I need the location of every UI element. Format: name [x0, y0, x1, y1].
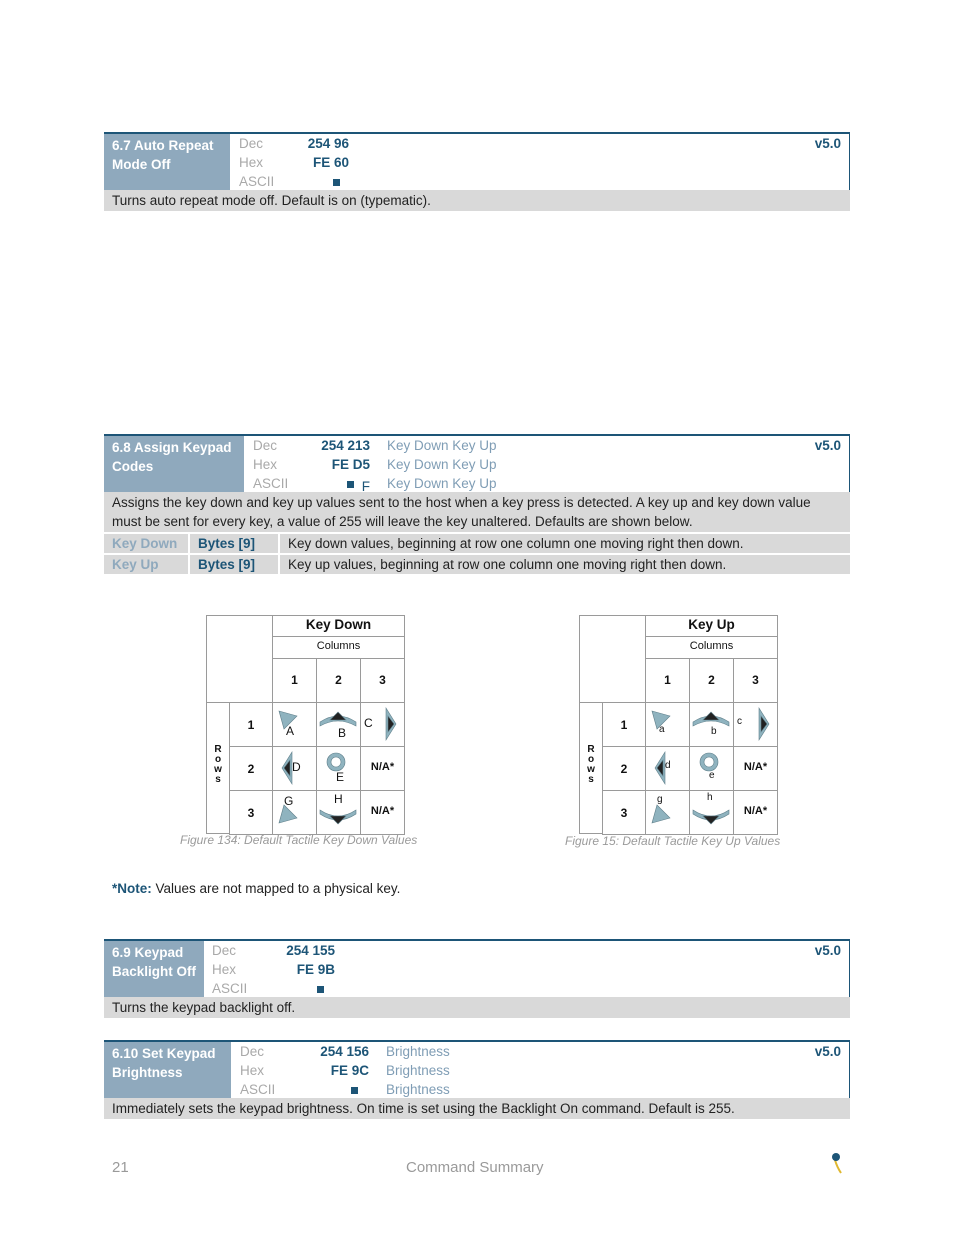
param-list: Key Down Key Up	[387, 457, 497, 472]
key-code: g	[657, 794, 663, 805]
hex-value: FE 60	[312, 155, 349, 170]
key-code: H	[334, 792, 343, 806]
arrow-left-icon	[651, 750, 693, 788]
param-desc: Key up values, beginning at row one column one moving right then down.	[288, 557, 727, 572]
hex-label: Hex	[253, 457, 278, 472]
param-name: Key Up	[104, 555, 190, 574]
row-number: 2	[247, 762, 255, 776]
ascii-label: ASCII	[253, 476, 289, 491]
hex-label: Hex	[212, 962, 237, 977]
title-line-1: 6.10 Set Keypad	[112, 1046, 216, 1061]
page-number: 21	[112, 1159, 129, 1176]
rows-label-letter: w	[587, 764, 595, 775]
column-number: 2	[335, 673, 342, 687]
param-list: Brightness	[386, 1044, 450, 1059]
dec-label: Dec	[239, 136, 264, 151]
hex-label: Hex	[240, 1063, 265, 1078]
command-6-10	[104, 1040, 850, 1119]
hex-label: Hex	[239, 155, 264, 170]
footer-section: Command Summary	[406, 1159, 544, 1176]
key-code: E	[336, 770, 345, 784]
key-code: D	[292, 760, 301, 774]
ascii-extra-char: F	[361, 479, 370, 494]
note-label: *Note:	[112, 881, 152, 896]
row-number: 3	[620, 806, 628, 820]
key-code: N/A*	[743, 805, 768, 817]
title-line-1: 6.9 Keypad	[112, 945, 184, 960]
ascii-value	[264, 979, 324, 998]
command-description: Assigns the key down and key up values sent to the host when a key press is detected. A key up and key down value must be sent for every key, a value of 255 will leave the key unaltered. Defaults are shown below.	[104, 492, 850, 532]
corner-up-left-icon	[276, 708, 318, 746]
version: v5.0	[814, 1044, 841, 1059]
row-number: 3	[247, 806, 255, 820]
column-number: 2	[708, 673, 715, 687]
dec-value: 254 156	[320, 1044, 369, 1059]
columns-label: Columns	[689, 640, 734, 652]
hex-value: FE D5	[331, 457, 370, 472]
command-6-9	[104, 939, 850, 1018]
column-number: 3	[752, 673, 759, 687]
arrow-right-icon	[755, 706, 797, 744]
param-list: Brightness	[386, 1082, 450, 1097]
key-code: A	[286, 724, 295, 738]
title-line-2: Mode Off	[112, 157, 171, 172]
figure-title: Key Up	[688, 617, 735, 632]
ascii-label: ASCII	[239, 174, 275, 189]
square-glyph-icon	[333, 179, 340, 186]
param-row	[104, 555, 850, 574]
square-glyph-icon	[347, 481, 354, 488]
column-number: 1	[664, 673, 671, 687]
command-title	[104, 134, 230, 190]
rows-label-letter: o	[587, 754, 595, 765]
square-glyph-icon	[317, 986, 324, 993]
row-number: 2	[620, 762, 628, 776]
ascii-value	[300, 474, 370, 493]
dec-label: Dec	[240, 1044, 265, 1059]
ascii-value	[298, 1080, 358, 1099]
key-code: N/A*	[370, 805, 395, 817]
figure-key-down	[206, 615, 406, 835]
ascii-label: ASCII	[240, 1082, 276, 1097]
columns-label: Columns	[316, 640, 361, 652]
logo-icon	[826, 1150, 846, 1176]
hex-value: FE 9B	[296, 962, 335, 977]
rows-label-letter: w	[214, 764, 222, 775]
param-desc: Key down values, beginning at row one column one moving right then down.	[288, 536, 744, 551]
figure-caption: Figure 15: Default Tactile Key Up Values	[565, 834, 781, 848]
figure-caption: Figure 134: Default Tactile Key Down Values	[180, 833, 418, 847]
param-list: Key Down Key Up	[387, 476, 497, 491]
hex-value: FE 9C	[330, 1063, 369, 1078]
key-code: d	[665, 760, 671, 771]
figure-title: Key Down	[305, 617, 372, 632]
rows-label-letter: s	[215, 774, 221, 785]
rows-label-letter: R	[587, 744, 595, 755]
rows-label-letter: o	[214, 754, 222, 765]
command-6-8	[104, 434, 850, 574]
command-description: Turns the keypad backlight off.	[104, 997, 850, 1018]
version: v5.0	[814, 943, 841, 958]
row-number: 1	[247, 718, 255, 732]
figure-key-up	[579, 615, 779, 835]
arrow-right-icon	[382, 706, 424, 744]
command-title	[104, 941, 204, 997]
column-number: 3	[379, 673, 386, 687]
dec-value: 254 155	[286, 943, 335, 958]
title-line-2: Codes	[112, 459, 154, 474]
key-code: c	[737, 716, 742, 727]
command-description: Immediately sets the keypad brightness. On time is set using the Backlight On command. Default is 255.	[104, 1098, 850, 1119]
ascii-label: ASCII	[212, 981, 248, 996]
key-code: N/A*	[370, 761, 395, 773]
key-code: B	[338, 726, 347, 740]
row-number: 1	[620, 718, 628, 732]
title-line-1: 6.7 Auto Repeat	[112, 138, 214, 153]
column-number: 1	[291, 673, 298, 687]
dec-label: Dec	[253, 438, 278, 453]
param-name: Key Down	[104, 534, 190, 553]
note-text: Values are not mapped to a physical key.	[151, 881, 401, 896]
param-list: Brightness	[386, 1063, 450, 1078]
title-line-2: Backlight Off	[112, 964, 197, 979]
key-code: e	[709, 770, 715, 781]
version: v5.0	[814, 438, 841, 453]
key-code: N/A*	[743, 761, 768, 773]
version: v5.0	[814, 136, 841, 151]
note	[112, 881, 400, 896]
param-list: Key Down Key Up	[387, 438, 497, 453]
command-description: Turns auto repeat mode off. Default is on (typematic).	[104, 190, 850, 211]
rows-label-letter: R	[214, 744, 222, 755]
key-code: G	[284, 794, 294, 808]
figure-corner-cell	[206, 615, 273, 703]
title-line-1: 6.8 Assign Keypad	[112, 440, 232, 455]
ascii-value	[284, 172, 340, 191]
figure-corner-cell	[579, 615, 646, 703]
rows-label-letter: s	[588, 774, 594, 785]
key-code: b	[711, 726, 717, 737]
dec-value: 254 213	[321, 438, 370, 453]
param-row	[104, 534, 850, 553]
param-type: Bytes [9]	[190, 534, 280, 553]
dec-value: 254 96	[307, 136, 349, 151]
square-glyph-icon	[351, 1087, 358, 1094]
key-code: a	[659, 724, 665, 735]
command-title	[104, 436, 244, 492]
param-type: Bytes [9]	[190, 555, 280, 574]
command-title	[104, 1042, 231, 1098]
dec-label: Dec	[212, 943, 237, 958]
command-6-7	[104, 132, 850, 211]
corner-up-left-icon	[649, 708, 691, 746]
key-code: h	[707, 792, 713, 803]
key-code: C	[364, 716, 373, 730]
title-line-2: Brightness	[112, 1065, 183, 1080]
